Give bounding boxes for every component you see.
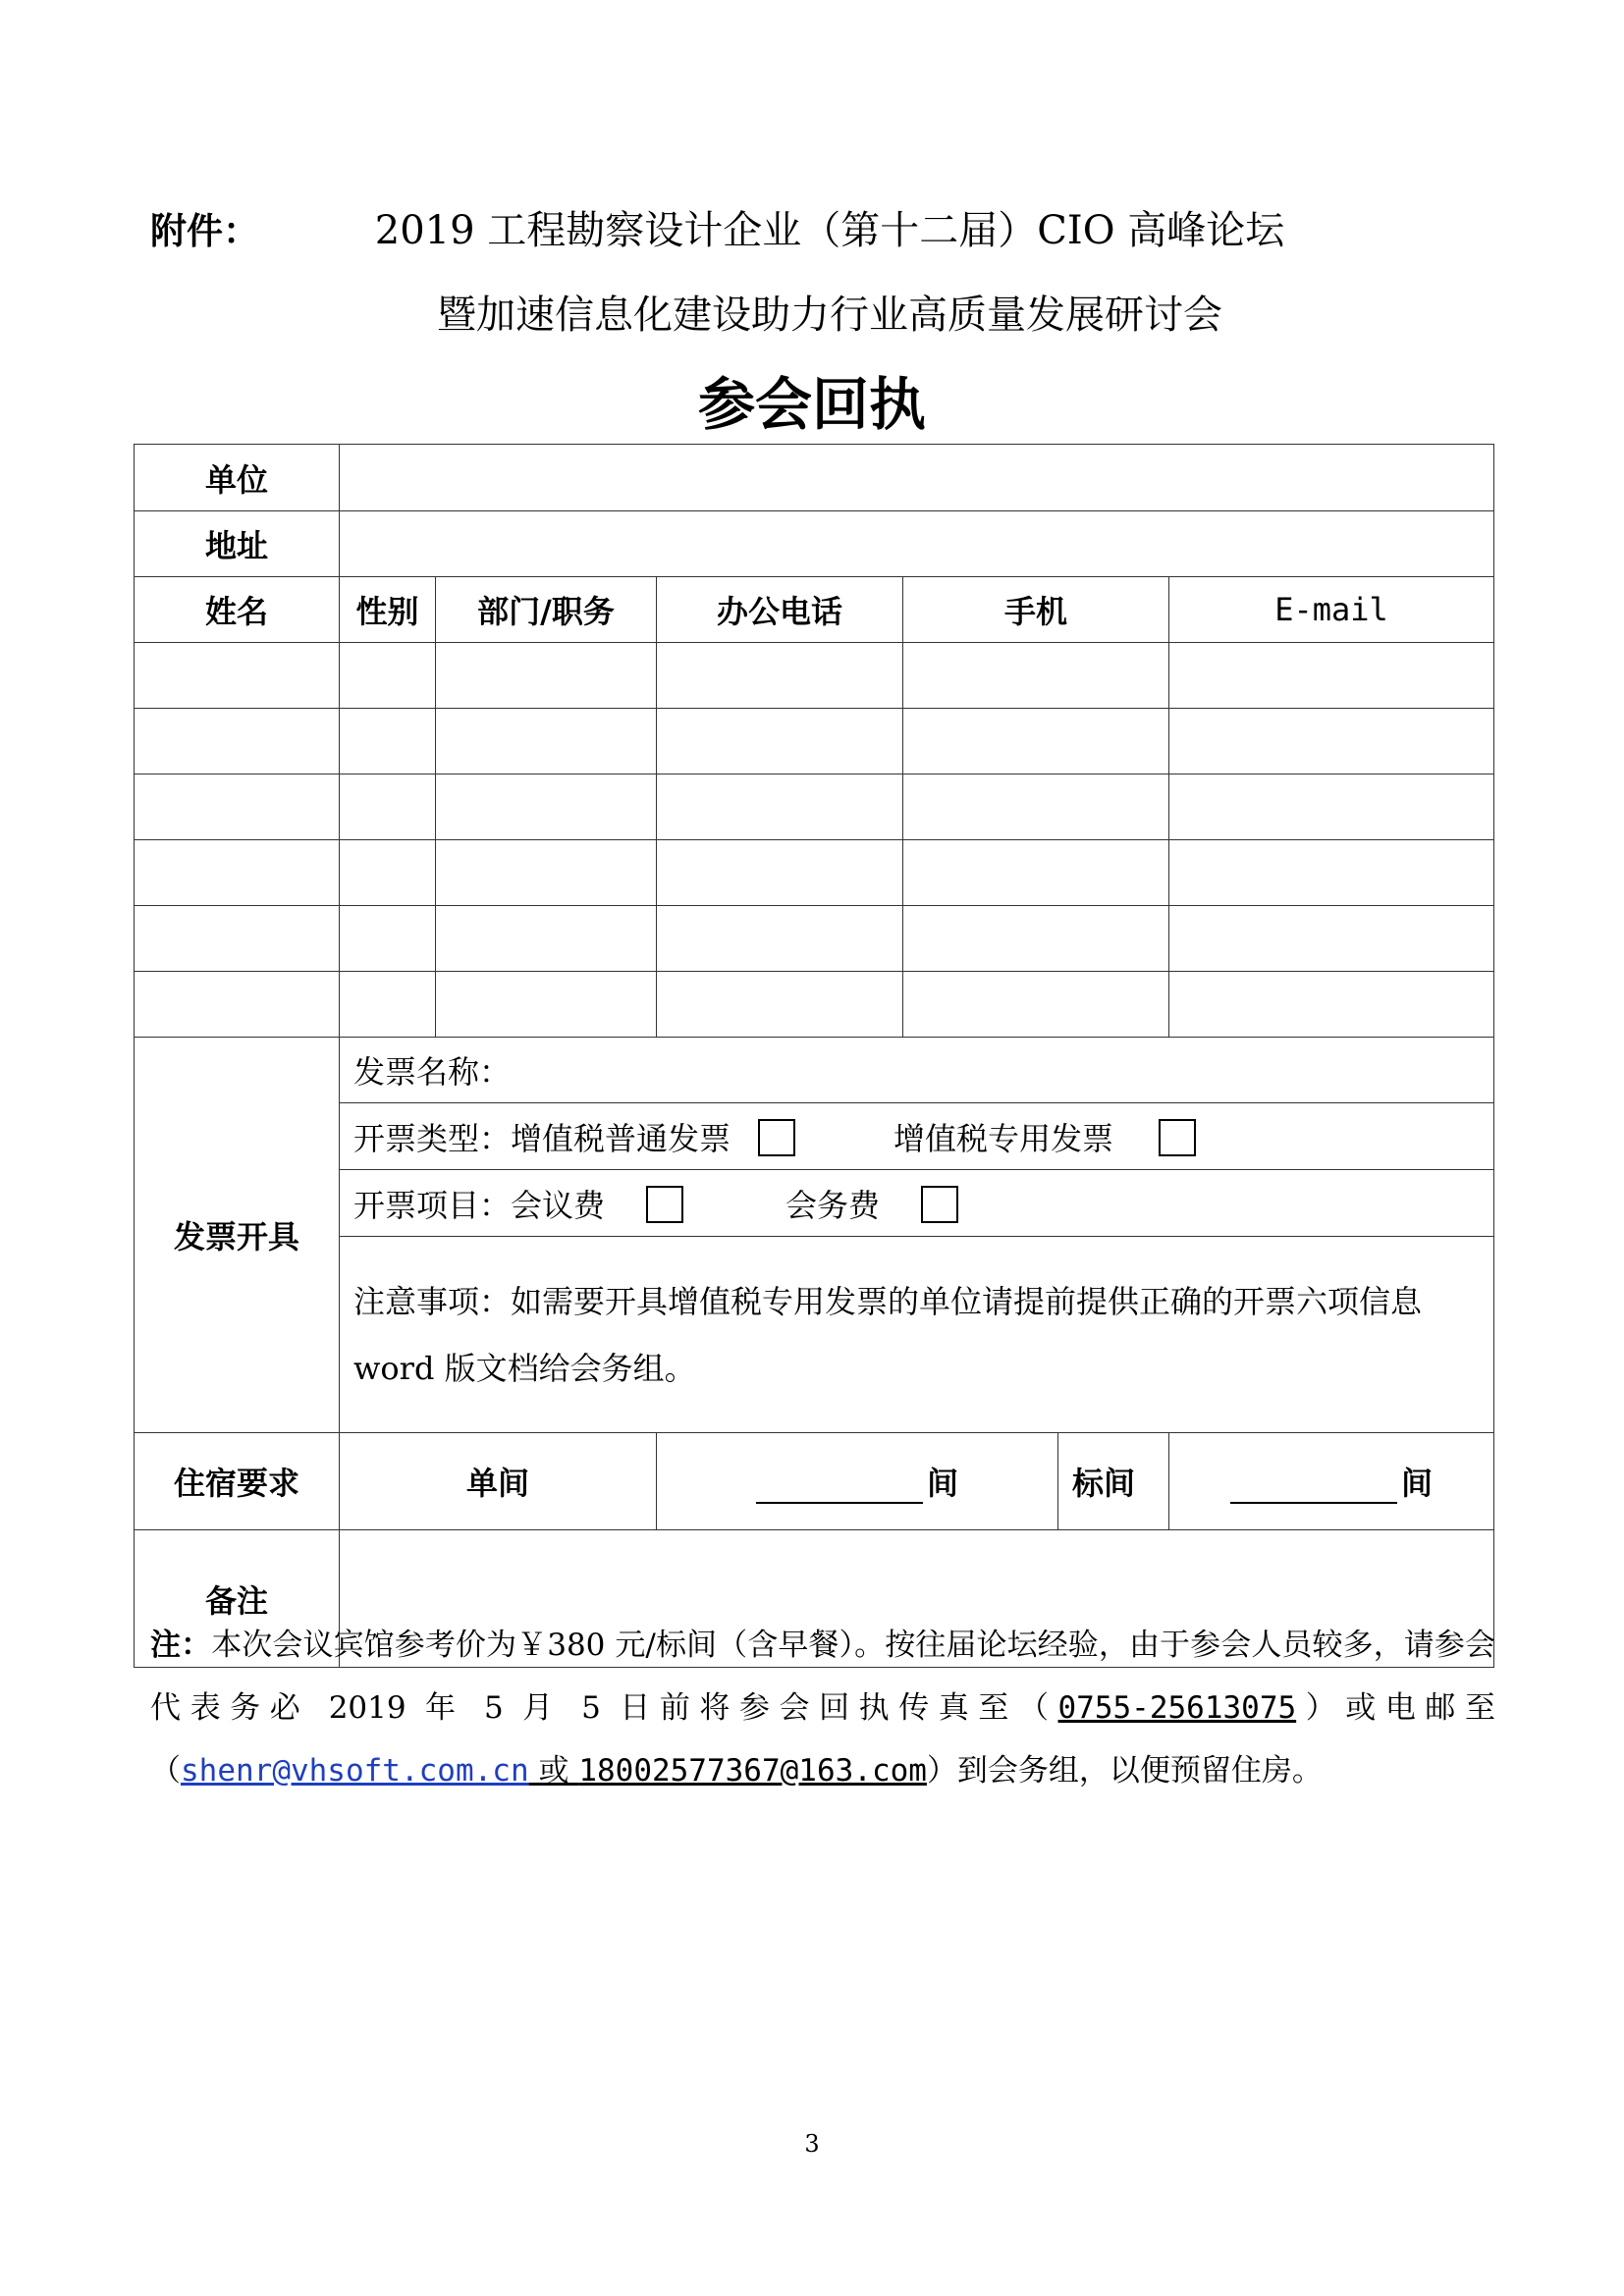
invoice-type-label: 开票类型： bbox=[353, 1119, 512, 1157]
attendee-email-cell[interactable] bbox=[1169, 774, 1494, 840]
invoice-type-special-checkbox[interactable] bbox=[1159, 1119, 1196, 1156]
fax-number: 0755-25613075 bbox=[1057, 1690, 1297, 1726]
attendee-department-cell[interactable] bbox=[436, 709, 657, 774]
attendee-email-cell[interactable] bbox=[1169, 840, 1494, 906]
lodging-twin-unit: 间 bbox=[1400, 1465, 1433, 1502]
lodging-single-field[interactable] bbox=[657, 1433, 1058, 1530]
attendee-name-cell[interactable] bbox=[135, 906, 340, 972]
attendee-row bbox=[135, 643, 1494, 709]
attendee-department-cell[interactable] bbox=[436, 972, 657, 1038]
attendee-name-cell[interactable] bbox=[135, 709, 340, 774]
attendee-row bbox=[135, 774, 1494, 840]
invoice-notice-line-2: word 版文档给会务组。 bbox=[353, 1349, 696, 1387]
invoice-item-meeting-checkbox[interactable] bbox=[646, 1186, 683, 1223]
invoice-name-field[interactable] bbox=[340, 1038, 1494, 1103]
attendee-name-cell[interactable] bbox=[135, 972, 340, 1038]
attendee-row bbox=[135, 840, 1494, 906]
invoice-type-normal-checkbox[interactable] bbox=[758, 1119, 795, 1156]
form-title: 参会回执 bbox=[697, 371, 926, 438]
footnote bbox=[150, 1614, 1495, 1802]
attendee-office-phone-cell[interactable] bbox=[657, 906, 903, 972]
registration-form bbox=[134, 444, 1494, 1668]
title-line-1: 2019 工程勘察设计企业（第十二届）CIO 高峰论坛 bbox=[374, 208, 1285, 253]
footnote-or: 或 bbox=[528, 1753, 579, 1789]
col-mobile: 手机 bbox=[903, 577, 1169, 643]
attendee-name-cell[interactable] bbox=[135, 643, 340, 709]
attendee-row bbox=[135, 906, 1494, 972]
attendee-gender-cell[interactable] bbox=[340, 643, 436, 709]
invoice-item-label: 开票项目： bbox=[353, 1186, 512, 1224]
invoice-item-service-checkbox[interactable] bbox=[921, 1186, 958, 1223]
attachment-label: 附件： bbox=[150, 209, 259, 252]
attendee-gender-cell[interactable] bbox=[340, 906, 436, 972]
attendee-header-row bbox=[135, 577, 1494, 643]
lodging-twin-field[interactable] bbox=[1169, 1433, 1494, 1530]
col-department: 部门/职务 bbox=[436, 577, 657, 643]
footnote-text-1: 本次会议宾馆参考价为￥380 元/标间（含早餐）。按往届论坛经验，由于参会人员较多，请参会代表务必 2019 年 5 月 5 日前将参会回执传真至（ bbox=[150, 1628, 1495, 1726]
attendee-gender-cell[interactable] bbox=[340, 972, 436, 1038]
attendee-mobile-cell[interactable] bbox=[903, 643, 1169, 709]
col-email: E-mail bbox=[1169, 577, 1494, 643]
invoice-type-normal-label: 增值税普通发票 bbox=[511, 1119, 731, 1157]
attendee-office-phone-cell[interactable] bbox=[657, 972, 903, 1038]
invoice-item-meeting-label: 会议费 bbox=[511, 1186, 606, 1224]
unit-input[interactable] bbox=[340, 445, 1494, 511]
footnote-prefix: 注： bbox=[150, 1628, 212, 1663]
attendee-email-cell[interactable] bbox=[1169, 906, 1494, 972]
invoice-item-service-label: 会务费 bbox=[785, 1186, 881, 1224]
footnote-text-3: ）到会务组，以便预留住房。 bbox=[926, 1753, 1323, 1789]
lodging-twin-blank[interactable] bbox=[1230, 1468, 1397, 1504]
attendee-office-phone-cell[interactable] bbox=[657, 709, 903, 774]
attendee-email-cell[interactable] bbox=[1169, 643, 1494, 709]
attendee-mobile-cell[interactable] bbox=[903, 840, 1169, 906]
invoice-notice-line-1: 注意事项：如需要开具增值税专用发票的单位请提前提供正确的开票六项信息 bbox=[353, 1282, 1423, 1320]
invoice-type-special-label: 增值税专用发票 bbox=[893, 1119, 1114, 1157]
attendee-department-cell[interactable] bbox=[436, 906, 657, 972]
lodging-single-unit: 间 bbox=[926, 1465, 958, 1502]
page-number: 3 bbox=[804, 2130, 820, 2158]
invoice-notice bbox=[340, 1237, 1494, 1433]
attendee-gender-cell[interactable] bbox=[340, 840, 436, 906]
attendee-gender-cell[interactable] bbox=[340, 709, 436, 774]
attendee-name-cell[interactable] bbox=[135, 840, 340, 906]
lodging-single-label: 单间 bbox=[340, 1433, 657, 1530]
attendee-department-cell[interactable] bbox=[436, 840, 657, 906]
lodging-twin-label: 标间 bbox=[1058, 1433, 1169, 1530]
lodging-label: 住宿要求 bbox=[135, 1433, 340, 1530]
email-2[interactable]: 18002577367@163.com bbox=[578, 1753, 927, 1789]
col-name: 姓名 bbox=[135, 577, 340, 643]
invoice-section-label: 发票开具 bbox=[135, 1038, 340, 1433]
attendee-row bbox=[135, 972, 1494, 1038]
attendee-mobile-cell[interactable] bbox=[903, 774, 1169, 840]
attendee-department-cell[interactable] bbox=[436, 643, 657, 709]
invoice-item-row bbox=[340, 1170, 1494, 1237]
attendee-office-phone-cell[interactable] bbox=[657, 643, 903, 709]
col-office-phone: 办公电话 bbox=[657, 577, 903, 643]
invoice-name-label: 发票名称： bbox=[353, 1053, 512, 1091]
attendee-email-cell[interactable] bbox=[1169, 709, 1494, 774]
email-link-1[interactable]: shenr@vhsoft.com.cn bbox=[181, 1753, 529, 1789]
attendee-office-phone-cell[interactable] bbox=[657, 840, 903, 906]
attendee-gender-cell[interactable] bbox=[340, 774, 436, 840]
address-input[interactable] bbox=[340, 511, 1494, 577]
attendee-row bbox=[135, 709, 1494, 774]
attendee-department-cell[interactable] bbox=[436, 774, 657, 840]
unit-label: 单位 bbox=[135, 445, 340, 511]
invoice-type-row bbox=[340, 1103, 1494, 1170]
attendee-name-cell[interactable] bbox=[135, 774, 340, 840]
title-line-2: 暨加速信息化建设助力行业高质量发展研讨会 bbox=[437, 293, 1222, 338]
col-gender: 性别 bbox=[340, 577, 436, 643]
attendee-mobile-cell[interactable] bbox=[903, 972, 1169, 1038]
attendee-email-cell[interactable] bbox=[1169, 972, 1494, 1038]
footnote-text-2: ）或电邮至（ bbox=[150, 1690, 1495, 1789]
lodging-single-blank[interactable] bbox=[756, 1468, 923, 1504]
attendee-office-phone-cell[interactable] bbox=[657, 774, 903, 840]
attendee-mobile-cell[interactable] bbox=[903, 709, 1169, 774]
remarks-label: 备注 bbox=[135, 1530, 340, 1668]
attendee-mobile-cell[interactable] bbox=[903, 906, 1169, 972]
address-label: 地址 bbox=[135, 511, 340, 577]
